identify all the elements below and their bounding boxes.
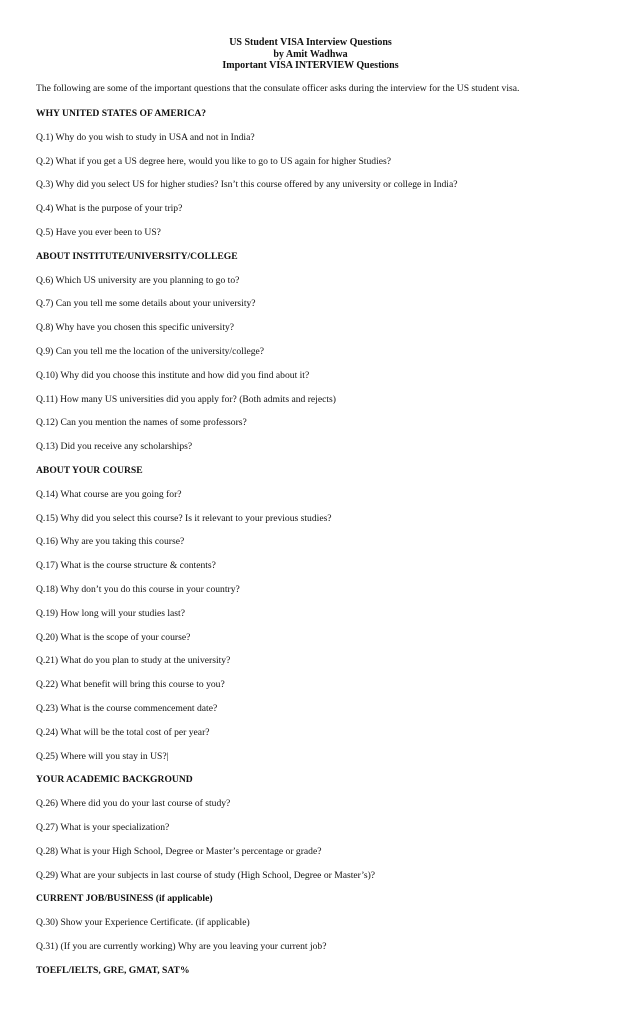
question-item: Q.23) What is the course commencement date? xyxy=(36,702,218,714)
question-item: Q.29) What are your subjects in last course of study (High School, Degree or Master’s)? xyxy=(36,869,376,881)
question-item: Q.3) Why did you select US for higher studies? Isn’t this course offered by any university or college in India? xyxy=(36,179,458,191)
question-item: Q.30) Show your Experience Certificate. (if applicable) xyxy=(36,917,250,929)
question-item: Q.22) What benefit will bring this course to you? xyxy=(36,679,225,691)
question-item: Q.28) What is your High School, Degree or Master’s percentage or grade? xyxy=(36,845,322,857)
question-item: Q.7) Can you tell me some details about your university? xyxy=(36,298,256,310)
question-item: Q.19) How long will your studies last? xyxy=(36,607,185,619)
question-item: Q.21) What do you plan to study at the university? xyxy=(36,655,231,667)
question-item: Q.12) Can you mention the names of some professors? xyxy=(36,417,247,429)
question-list xyxy=(36,107,596,987)
question-item: Q.18) Why don’t you do this course in your country? xyxy=(36,583,240,595)
section-heading: CURRENT JOB/BUSINESS (if applicable) xyxy=(36,893,213,905)
question-item: Q.31) (If you are currently working) Why are you leaving your current job? xyxy=(36,940,327,952)
question-item: Q.10) Why did you choose this institute and how did you find about it? xyxy=(36,369,310,381)
question-item: Q.5) Have you ever been to US? xyxy=(36,226,161,238)
question-item: Q.1) Why do you wish to study in USA and not in India? xyxy=(36,131,255,143)
question-item: Q.8) Why have you chosen this specific university? xyxy=(36,322,235,334)
section-heading: WHY UNITED STATES OF AMERICA? xyxy=(36,108,207,119)
question-item: Q.13) Did you receive any scholarships? xyxy=(36,441,193,453)
question-item: Q.11) How many US universities did you apply for? (Both admits and rejects) xyxy=(36,393,336,405)
section-heading: YOUR ACADEMIC BACKGROUND xyxy=(36,774,193,786)
question-item: Q.14) What course are you going for? xyxy=(36,488,182,500)
question-item: Q.9) Can you tell me the location of the university/college? xyxy=(36,345,265,357)
question-item: Q.26) Where did you do your last course of study? xyxy=(36,798,231,810)
document-title xyxy=(0,37,621,72)
title-line-main: US Student VISA Interview Questions xyxy=(229,37,392,48)
question-item: Q.17) What is the course structure & contents? xyxy=(36,560,216,572)
question-item: Q.6) Which US university are you planning to go to? xyxy=(36,274,240,286)
question-item: Q.4) What is the purpose of your trip? xyxy=(36,203,183,215)
title-line-author: by Amit Wadhwa xyxy=(273,48,348,60)
title-line-subtitle: Important VISA INTERVIEW Questions xyxy=(222,60,399,71)
question-item: Q.20) What is the scope of your course? xyxy=(36,631,191,643)
question-item: Q.25) Where will you stay in US?| xyxy=(36,750,169,762)
section-heading: ABOUT YOUR COURSE xyxy=(36,464,143,476)
section-heading: TOEFL/IELTS, GRE, GMAT, SAT% xyxy=(36,964,190,976)
question-item: Q.15) Why did you select this course? Is it relevant to your previous studies? xyxy=(36,512,332,524)
question-item: Q.16) Why are you taking this course? xyxy=(36,536,185,548)
question-item: Q.27) What is your specialization? xyxy=(36,821,170,833)
question-item: Q.24) What will be the total cost of per year? xyxy=(36,726,210,738)
question-item: Q.2) What if you get a US degree here, would you like to go to US again for higher Studies? xyxy=(36,155,391,167)
intro-paragraph: The following are some of the important questions that the consulate officer asks during the interview for the US student visa. xyxy=(36,83,520,94)
section-heading: ABOUT INSTITUTE/UNIVERSITY/COLLEGE xyxy=(36,250,238,262)
